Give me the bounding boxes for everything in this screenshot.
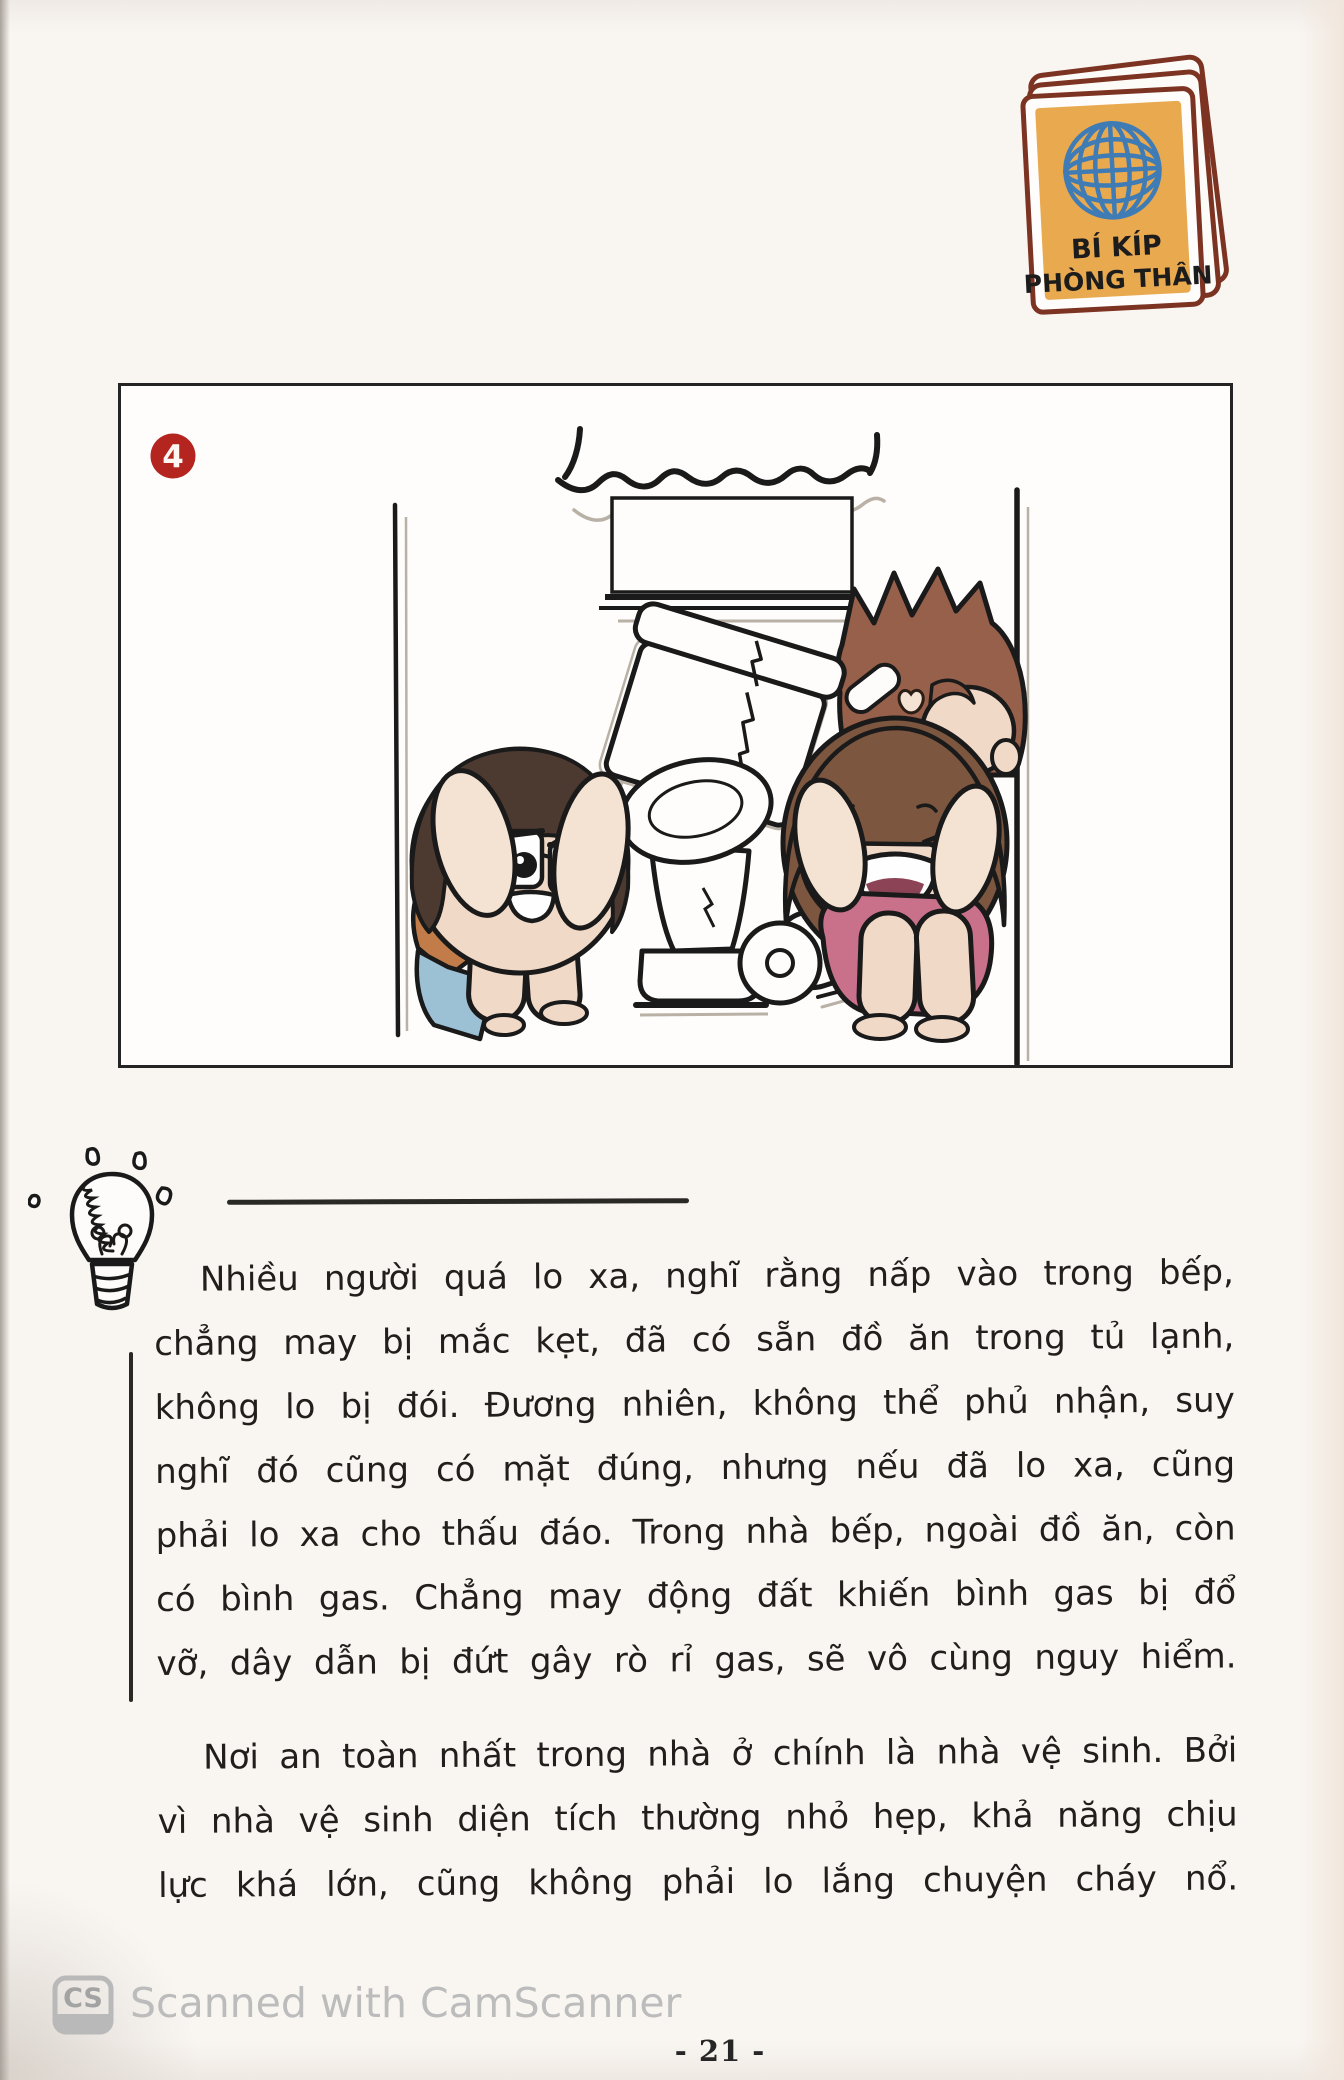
camscanner-watermark (52, 1975, 752, 2039)
globe-icon (1063, 121, 1162, 220)
camscanner-logo-text: CS (63, 1983, 103, 2014)
paragraph2-line: vì nhà vệ sinh diện tích thường nhỏ hẹp, khả năng chịu (157, 1794, 1238, 1842)
paragraph2-line: lực khá lớn, cũng không phải lo lắng chuyện cháy nổ. (157, 1858, 1239, 1906)
page-number: - 21 - (674, 2034, 766, 2068)
tip-divider-line (227, 1198, 689, 1205)
book-logo (1000, 40, 1250, 330)
comic-panel (118, 383, 1233, 1068)
paragraph1-line: phải lo xa cho thấu đáo. Trong nhà bếp, ngoài đồ ăn, còn (155, 1508, 1236, 1557)
paragraph2-line: Nơi an toàn nhất trong nhà ở chính là nhà vệ sinh. Bởi (203, 1730, 1238, 1778)
paragraph1-line: không lo bị đói. Đương nhiên, không thể phủ nhận, suy (154, 1380, 1235, 1429)
book-title-line2: PHÒNG THÂN (1023, 260, 1214, 300)
paragraph1-line: Nhiều người quá lo xa, nghĩ rằng nấp vào trong bếp, (199, 1252, 1234, 1300)
paragraph1-line: có bình gas. Chẳng may động đất khiến bình gas bị đổ (155, 1572, 1237, 1620)
book-title-line1: BÍ KÍP (1070, 229, 1163, 266)
book-front-cover (1014, 88, 1214, 314)
paragraph1-line: chẳng may bị mắc kẹt, đã có sẵn đồ ăn trong tủ lạnh, (154, 1316, 1235, 1365)
paragraph1-line: vỡ, dây dẫn bị đứt gây rò rỉ gas, sẽ vô cùng nguy hiểm. (156, 1636, 1237, 1684)
panel-number: 4 (162, 439, 184, 475)
panel-number-badge (151, 434, 196, 479)
paragraph1-line: nghĩ đó cũng có mặt đúng, nhưng nếu đã lo xa, cũng (155, 1444, 1236, 1493)
book-icon (1000, 40, 1250, 330)
body-text (154, 1240, 1239, 1918)
camscanner-logo-icon (52, 1975, 114, 2035)
comic-illustration (118, 383, 1233, 1068)
tip-vertical-rule (129, 1352, 133, 1702)
watermark-label: Scanned with CamScanner (130, 1979, 682, 2027)
